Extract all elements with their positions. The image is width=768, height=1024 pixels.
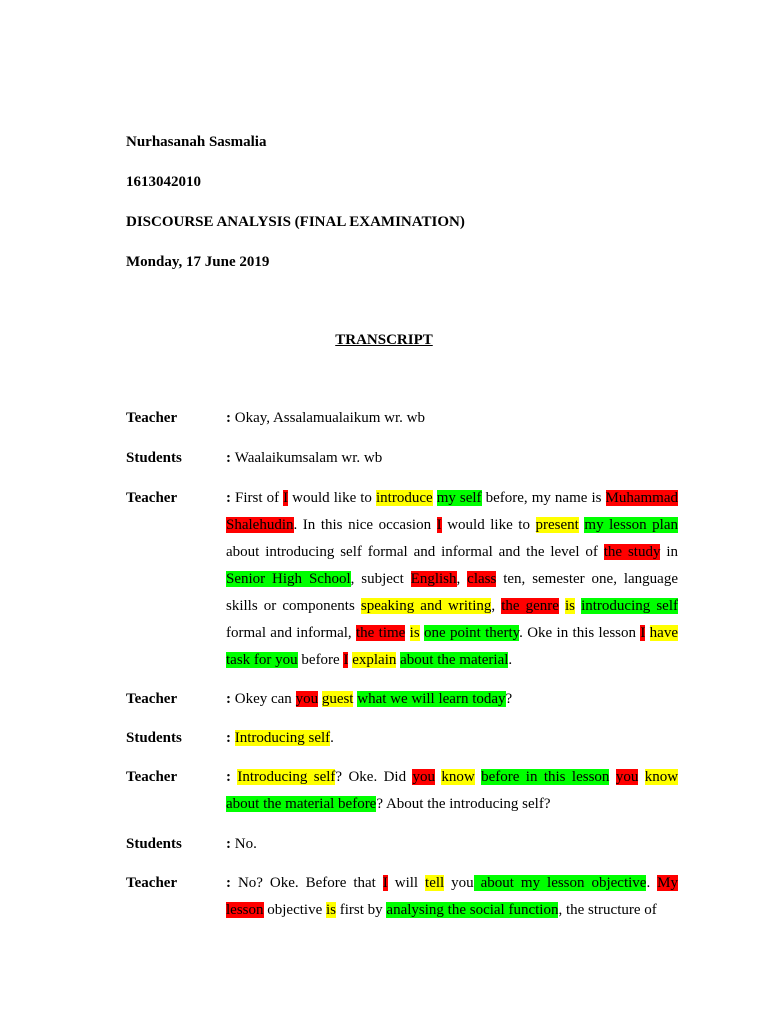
utterance-line: : Okey can you guest what we will learn today?: [226, 691, 513, 707]
colon-separator: :: [226, 836, 235, 852]
utterance-line: task for you before I explain about the material.: [226, 652, 513, 668]
utterance-line: : Introducing self.: [226, 730, 334, 746]
colon-separator: :: [226, 769, 238, 785]
colon-separator: :: [226, 730, 235, 746]
highlight-green: Senior High School: [226, 571, 351, 587]
colon-separator: :: [226, 490, 236, 506]
highlight-green: analysing the social function: [386, 902, 559, 918]
highlight-green: about my lesson objective: [473, 875, 647, 891]
speaker-label: Teacher: [126, 769, 178, 785]
highlight-green: about the material before: [226, 796, 377, 812]
speaker-label: Students: [126, 730, 182, 746]
colon-separator: :: [226, 450, 235, 466]
utterance-line: : No.: [226, 836, 257, 852]
utterance-line: formal and informal, the time is one point therty. Oke in this lesson I have: [226, 625, 678, 641]
highlight-red: I: [640, 625, 646, 641]
highlight-yellow: is: [565, 598, 576, 614]
highlight-red: English: [410, 571, 457, 587]
highlight-red: you: [295, 691, 319, 707]
highlight-yellow: is: [325, 902, 336, 918]
highlight-yellow: introduce: [375, 490, 433, 506]
speaker-label: Students: [126, 450, 182, 466]
highlight-red: the genre: [501, 598, 559, 614]
utterance-line: Shalehudin. In this nice occasion I would like to present my lesson plan: [226, 517, 679, 533]
highlight-red: My: [657, 875, 678, 891]
utterance-line: about the material before? About the introducing self?: [226, 796, 551, 812]
utterance-line: : Okay, Assalamualaikum wr. wb: [226, 410, 425, 426]
highlight-green: about the material: [400, 652, 509, 668]
highlight-yellow: know: [644, 769, 679, 785]
course-title: DISCOURSE ANALYSIS (FINAL EXAMINATION): [126, 214, 465, 230]
utterance-line: lesson objective is first by analysing the social function, the structure of: [226, 902, 657, 918]
speaker-label: Students: [126, 836, 182, 852]
utterance-line: : Waalaikumsalam wr. wb: [226, 450, 383, 466]
highlight-green: introducing self: [581, 598, 678, 614]
highlight-red: lesson: [226, 902, 264, 918]
speaker-label: Teacher: [126, 875, 178, 891]
highlight-red: I: [283, 490, 289, 506]
utterance-line: about introducing self formal and informal and the level of the study in: [226, 544, 678, 560]
highlight-red: Shalehudin: [226, 517, 294, 533]
highlight-red: you: [615, 769, 639, 785]
highlight-yellow: present: [535, 517, 579, 533]
author-name: Nurhasanah Sasmalia: [126, 134, 267, 150]
speaker-label: Teacher: [126, 691, 178, 707]
speaker-label: Teacher: [126, 490, 178, 506]
highlight-red: I: [382, 875, 388, 891]
highlight-yellow: tell: [425, 875, 445, 891]
transcript-title: TRANSCRIPT: [335, 332, 433, 348]
utterance-line: : No? Oke. Before that I will tell you about my lesson objective. My: [226, 875, 678, 891]
highlight-yellow: know: [441, 769, 475, 785]
highlight-green: my lesson plan: [584, 517, 679, 533]
highlight-red: Muhammad: [605, 490, 678, 506]
highlight-yellow: have: [649, 625, 678, 641]
highlight-red: I: [436, 517, 442, 533]
utterance-line: : Introducing self? Oke. Did you know before in this lesson you know: [226, 769, 679, 785]
highlight-red: you: [412, 769, 435, 785]
highlight-green: my self: [436, 490, 482, 506]
utterance-line: Senior High School, subject English, class ten, semester one, language: [226, 571, 678, 587]
highlight-yellow: guest: [321, 691, 354, 707]
highlight-green: task for you: [226, 652, 298, 668]
highlight-yellow: Introducing self: [237, 769, 336, 785]
highlight-yellow: explain: [352, 652, 397, 668]
speaker-label: Teacher: [126, 410, 178, 426]
highlight-yellow: Introducing self: [234, 730, 331, 746]
highlight-red: class: [467, 571, 497, 587]
student-id: 1613042010: [126, 174, 201, 190]
colon-separator: :: [226, 410, 235, 426]
highlight-yellow: is: [409, 625, 420, 641]
highlight-red: the time: [356, 625, 406, 641]
highlight-yellow: speaking and writing: [360, 598, 492, 614]
exam-date: Monday, 17 June 2019: [126, 254, 270, 270]
utterance-line: : First of I would like to introduce my self before, my name is Muhammad: [226, 490, 678, 506]
highlight-green: before in this lesson: [481, 769, 610, 785]
highlight-green: what we will learn today: [357, 691, 506, 707]
colon-separator: :: [226, 691, 235, 707]
colon-separator: :: [226, 875, 238, 891]
highlight-green: one point therty: [424, 625, 520, 641]
highlight-red: the study: [603, 544, 661, 560]
highlight-red: I: [343, 652, 349, 668]
utterance-line: skills or components speaking and writing, the genre is introducing self: [226, 598, 678, 614]
